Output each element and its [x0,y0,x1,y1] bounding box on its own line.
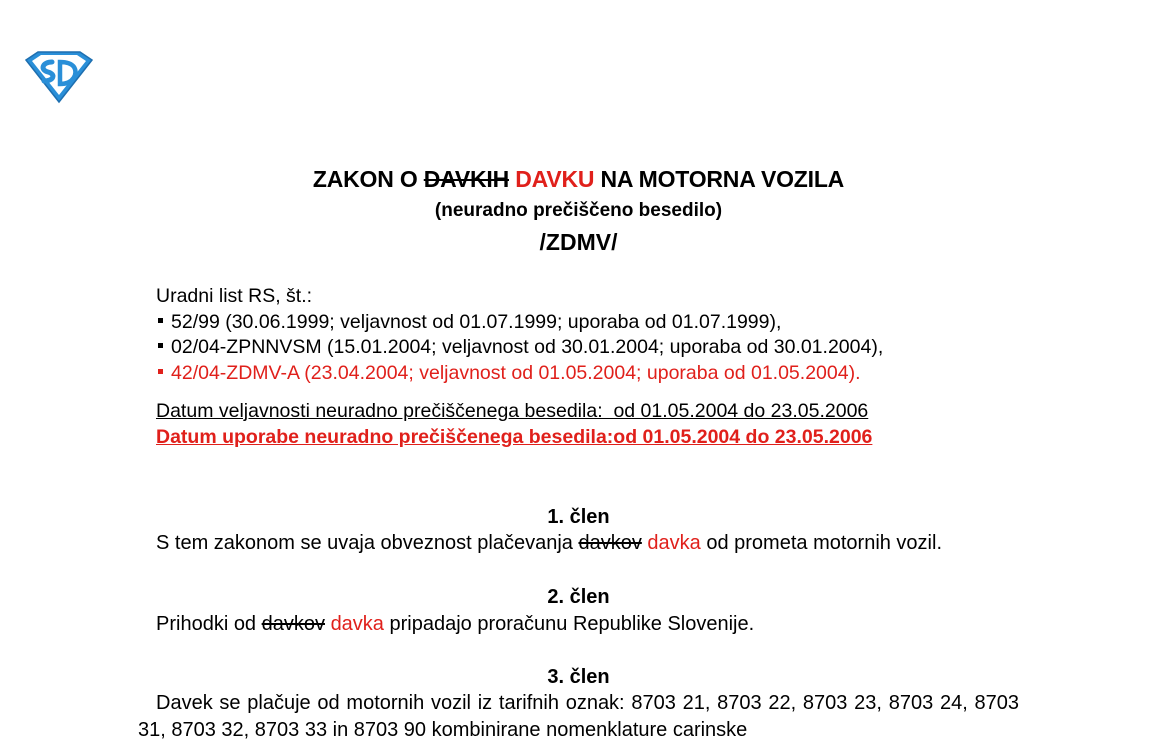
bullet-icon [158,343,163,348]
document-abbreviation: /ZDMV/ [539,229,618,255]
gazette-item-amendment: 42/04-ZDMV-A (23.04.2004; veljavnost od 01.05.2004; uporaba od 01.05.2004). [156,362,861,385]
article-text: S tem zakonom se uvaja obveznost plačevanja davkov davka od prometa motornih vozil. [156,532,943,554]
deleted-text: davkov [578,532,642,554]
gazette-label: Uradni list RS, št.: [156,285,313,307]
inserted-text: davka [330,613,384,635]
article-text: Prihodki od davkov davka pripadajo proračunu Republike Slovenije. [156,613,755,635]
title-inserted-text: DAVKU [515,166,595,192]
deleted-text: davkov [261,613,325,635]
article-heading: 3. člen [547,666,610,688]
title-deleted-text: DAVKIH [423,166,509,192]
inserted-text: davka [647,532,701,554]
document-subtitle: (neuradno prečiščeno besedilo) [434,200,723,221]
article-heading: 2. člen [547,586,610,608]
article-heading: 1. člen [547,506,610,528]
application-date: Datum uporabe neuradno prečiščenega besedila:od 01.05.2004 do 23.05.2006 [156,426,873,448]
validity-date: Datum veljavnosti neuradno prečiščenega besedila: od 01.05.2004 do 23.05.2006 [156,400,869,422]
article-text: Davek se plačuje od motornih vozil iz tarifnih oznak: 8703 21, 8703 22, 8703 23, 8703 24, 8703 31, 8703 32, 8703 33 in 8703 90 kombinirane nomenklature carinske [138,692,1019,741]
gazette-item: 02/04-ZPNNVSM (15.01.2004; veljavnost od 30.01.2004; uporaba od 30.01.2004), [156,336,883,359]
document-title: ZAKON O DAVKIH DAVKU NA MOTORNA VOZILA [312,166,845,192]
shield-logo-icon [22,50,96,104]
bullet-icon [158,318,163,323]
bullet-icon [158,369,163,374]
gazette-item: 52/99 (30.06.1999; veljavnost od 01.07.1999; uporaba od 01.07.1999), [156,311,781,334]
